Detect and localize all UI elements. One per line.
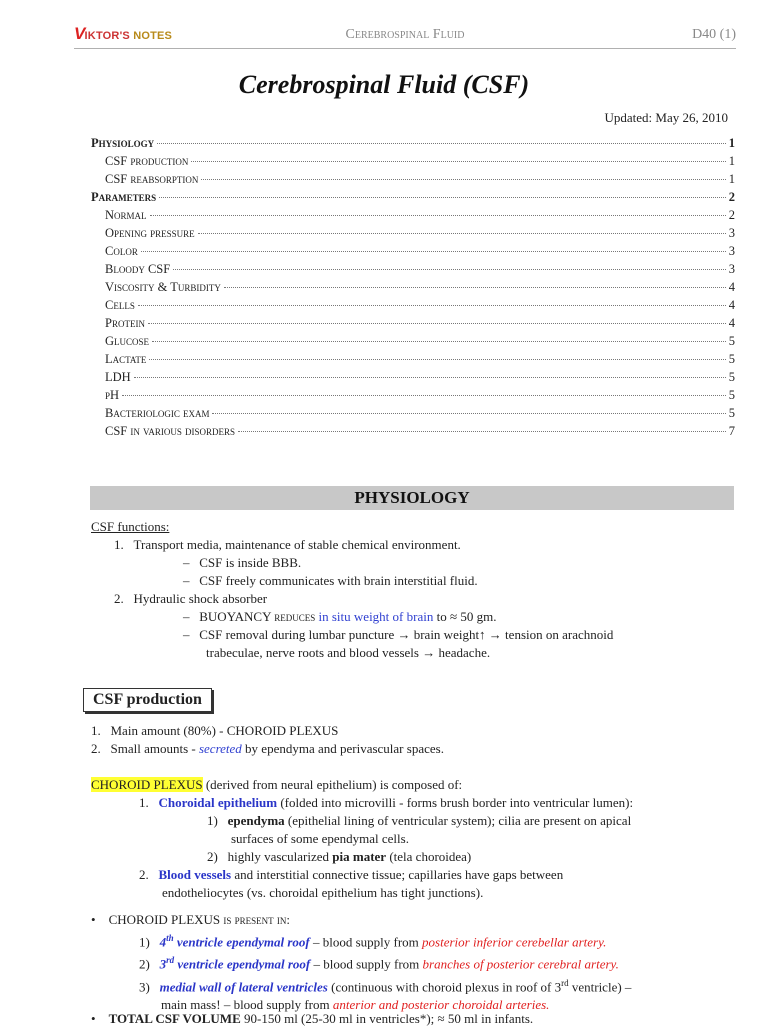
choroid-plexus-location-block xyxy=(91,911,735,1014)
choroid-plexus-intro: CHOROID PLEXUS (derived from neural epithelium) is composed of: xyxy=(91,777,463,792)
header-divider xyxy=(74,48,736,49)
component-1a: 1) ependyma (epithelial lining of ventricular system); cilia are present on apical xyxy=(207,813,632,828)
toc-leader-dots xyxy=(152,341,726,342)
toc-leader-dots xyxy=(198,233,726,234)
toc-entry[interactable] xyxy=(91,280,735,298)
toc-leader-dots xyxy=(238,431,726,432)
toc-entry-page: 7 xyxy=(728,424,735,438)
location-intro: • CHOROID PLEXUS is present in: xyxy=(91,912,291,927)
toc-entry[interactable] xyxy=(91,172,735,190)
toc-entry[interactable] xyxy=(91,352,735,370)
csf-functions-block xyxy=(91,518,735,662)
toc-entry[interactable] xyxy=(91,226,735,244)
toc-entry-page: 3 xyxy=(728,226,735,240)
function-item-1a: – CSF is inside BBB. xyxy=(183,555,302,570)
toc-entry-page: 1 xyxy=(728,154,735,168)
toc-leader-dots xyxy=(134,377,726,378)
component-2-cont: endotheliocytes (vs. choroidal epithelium has tight junctions). xyxy=(162,885,484,900)
toc-leader-dots xyxy=(141,251,726,252)
component-1a-cont: surfaces of some ependymal cells. xyxy=(231,831,409,846)
function-item-2b-cont: trabeculae, nerve roots and blood vessels → headache. xyxy=(206,645,491,660)
toc-entry[interactable] xyxy=(91,298,735,316)
toc-leader-dots xyxy=(138,305,726,306)
toc-entry-page: 4 xyxy=(728,298,735,312)
toc-entry-label: Physiology xyxy=(91,136,155,150)
toc-entry[interactable] xyxy=(91,424,735,442)
function-item-2: 2. Hydraulic shock absorber xyxy=(114,591,268,606)
csf-functions-heading: CSF functions: xyxy=(91,519,170,534)
toc-entry-label: Protein xyxy=(105,316,145,330)
function-item-1b: – CSF freely communicates with brain interstitial fluid. xyxy=(183,573,478,588)
toc-entry[interactable] xyxy=(91,388,735,406)
toc-entry-page: 5 xyxy=(728,352,735,366)
toc-entry-label: Cells xyxy=(105,298,135,312)
toc-leader-dots xyxy=(149,359,725,360)
toc-leader-dots xyxy=(157,143,726,144)
toc-leader-dots xyxy=(212,413,725,414)
toc-entry[interactable] xyxy=(91,208,735,226)
toc-leader-dots xyxy=(150,215,726,216)
location-1: 1) 4th ventricle ependymal roof – blood supply from posterior inferior cerebellar artery. xyxy=(139,933,607,950)
toc-entry-label: Color xyxy=(105,244,138,258)
toc-leader-dots xyxy=(148,323,726,324)
toc-entry-label: CSF production xyxy=(105,154,189,168)
toc-entry-page: 3 xyxy=(728,262,735,276)
table-of-contents xyxy=(91,136,735,442)
toc-entry[interactable] xyxy=(91,370,735,388)
function-item-2a: – BUOYANCY reduces in situ weight of brain to ≈ 50 gm. xyxy=(183,609,497,624)
toc-leader-dots xyxy=(159,197,726,198)
page-header xyxy=(74,22,736,48)
choroid-plexus-block xyxy=(91,776,735,902)
toc-entry[interactable] xyxy=(91,262,735,280)
component-2: 2. Blood vessels and interstitial connective tissue; capillaries have gaps between xyxy=(139,867,564,882)
section-heading-physiology: PHYSIOLOGY xyxy=(90,486,734,510)
total-volume-line: • TOTAL CSF VOLUME 90-150 ml (25-30 ml in ventricles*); ≈ 50 ml in infants. xyxy=(91,1011,534,1026)
toc-entry-label: Opening pressure xyxy=(105,226,195,240)
header-code: D40 (1) xyxy=(692,27,736,42)
toc-entry-label: Normal xyxy=(105,208,147,222)
location-2: 2) 3rd ventricle ependymal roof – blood supply from branches of posterior cerebral artery. xyxy=(139,955,619,972)
toc-entry[interactable] xyxy=(91,406,735,424)
toc-entry-label: Glucose xyxy=(105,334,150,348)
csf-production-heading: CSF production xyxy=(83,688,212,712)
header-title: Cerebrospinal Fluid xyxy=(345,27,465,42)
toc-entry-page: 4 xyxy=(728,316,735,330)
toc-entry[interactable] xyxy=(91,154,735,172)
toc-entry-page: 5 xyxy=(728,406,735,420)
toc-entry-label: CSF reabsorption xyxy=(105,172,199,186)
location-3-cont: main mass! – blood supply from anterior and posterior choroidal arteries. xyxy=(161,996,550,1012)
toc-entry-label: Parameters xyxy=(91,190,157,204)
toc-entry-page: 5 xyxy=(728,370,735,384)
toc-leader-dots xyxy=(201,179,725,180)
toc-entry-label: Bloody CSF xyxy=(105,262,171,276)
toc-entry[interactable] xyxy=(91,334,735,352)
csf-production-block xyxy=(91,722,735,758)
toc-entry[interactable] xyxy=(91,136,735,154)
toc-entry-label: CSF in various disorders xyxy=(105,424,235,438)
function-item-2b: – CSF removal during lumbar puncture → brain weight↑ → tension on arachnoid xyxy=(183,627,614,642)
toc-entry-page: 1 xyxy=(728,172,735,186)
toc-entry[interactable] xyxy=(91,190,735,208)
viktors-notes-logo: VIKTOR'S NOTES xyxy=(74,24,173,43)
toc-entry-label: Viscosity & Turbidity xyxy=(105,280,221,294)
component-1: 1. Choroidal epithelium (folded into microvilli - forms brush border into ventricular lumen): xyxy=(139,795,634,810)
toc-entry-page: 2 xyxy=(728,190,735,204)
toc-leader-dots xyxy=(191,161,725,162)
toc-leader-dots xyxy=(224,287,726,288)
toc-entry-page: 1 xyxy=(728,136,735,150)
toc-entry-label: Bacteriologic exam xyxy=(105,406,210,420)
component-1b: 2) highly vascularized pia mater (tela choroidea) xyxy=(207,849,472,864)
toc-entry-label: LDH xyxy=(105,370,131,384)
location-3: 3) medial wall of lateral ventricles (continuous with choroid plexus in roof of 3rd ventricle) – xyxy=(139,977,632,994)
toc-entry-label: Lactate xyxy=(105,352,147,366)
toc-entry-page: 2 xyxy=(728,208,735,222)
toc-entry-page: 3 xyxy=(728,244,735,258)
toc-entry-page: 5 xyxy=(728,334,735,348)
production-item-1: 1. Main amount (80%) - CHOROID PLEXUS xyxy=(91,723,339,738)
toc-entry-page: 5 xyxy=(728,388,735,402)
toc-entry[interactable] xyxy=(91,244,735,262)
toc-entry-label: pH xyxy=(105,388,120,402)
function-item-1: 1. Transport media, maintenance of stable chemical environment. xyxy=(114,537,461,552)
toc-leader-dots xyxy=(122,395,726,396)
toc-leader-dots xyxy=(173,269,726,270)
toc-entry-page: 4 xyxy=(728,280,735,294)
page-title: Cerebrospinal Fluid (CSF) xyxy=(238,70,530,99)
production-item-2: 2. Small amounts - secreted by ependyma and perivascular spaces. xyxy=(91,741,444,756)
updated-date: Updated: May 26, 2010 xyxy=(604,110,728,125)
toc-entry[interactable] xyxy=(91,316,735,334)
